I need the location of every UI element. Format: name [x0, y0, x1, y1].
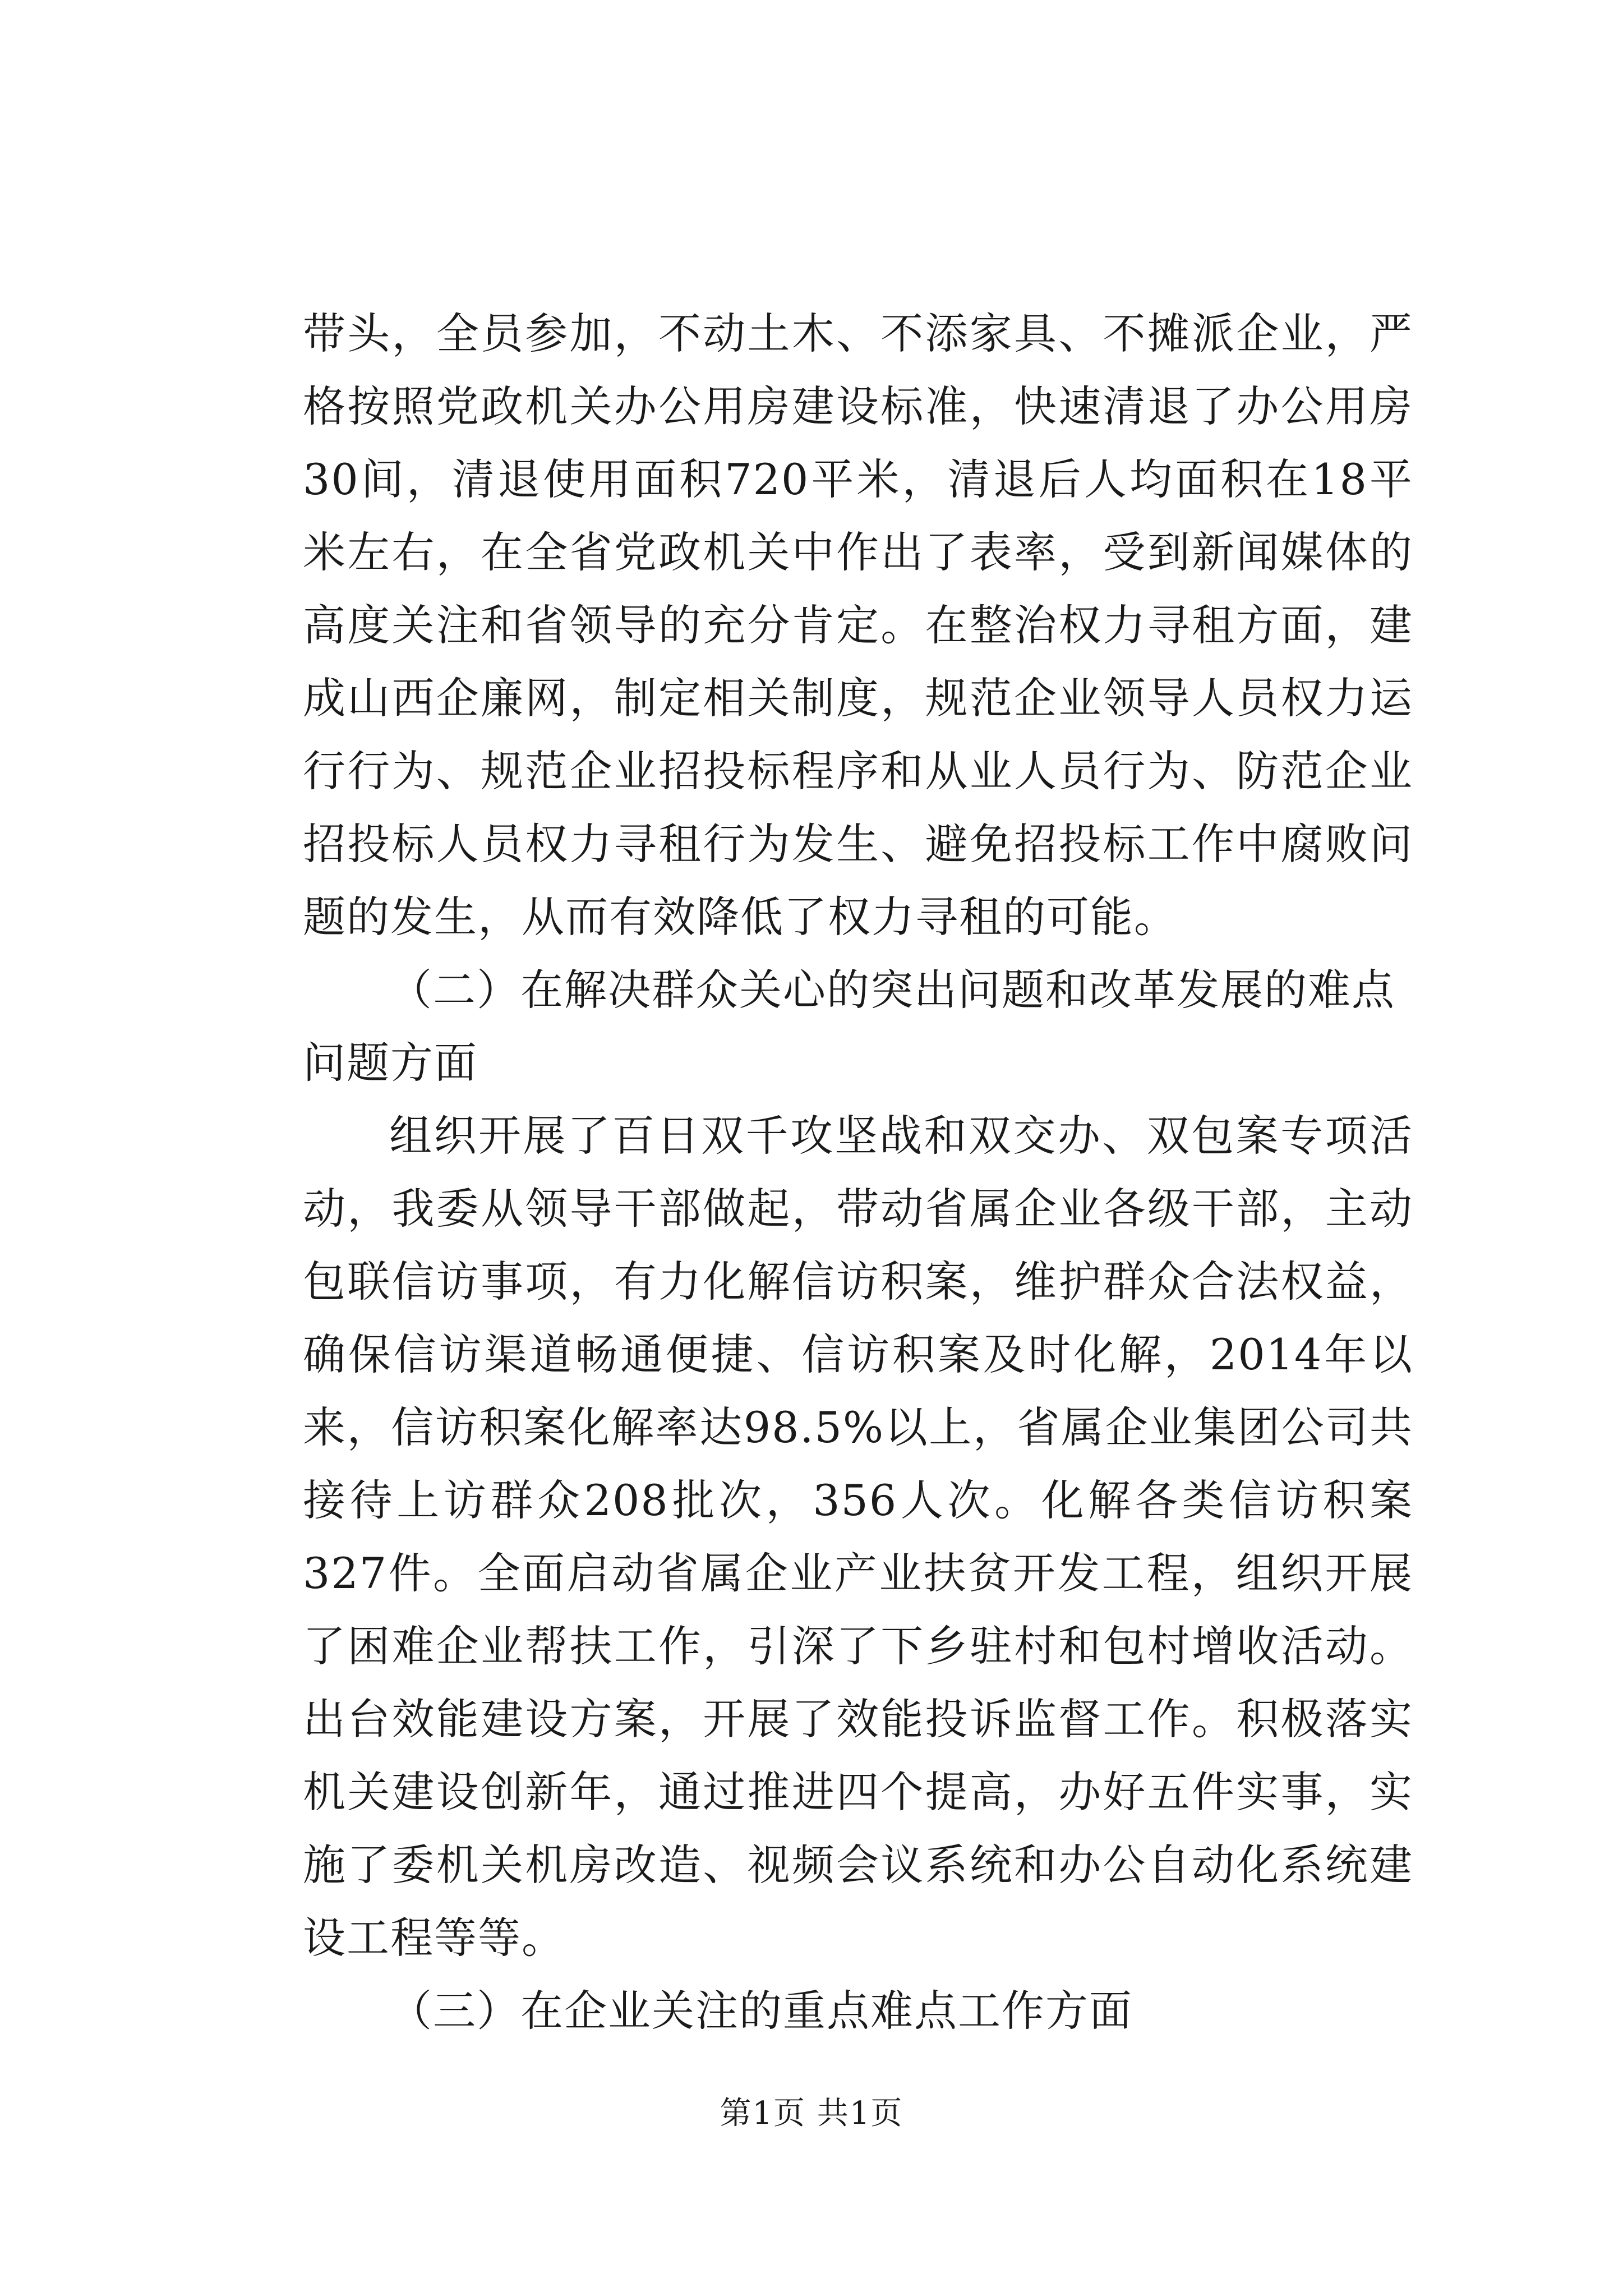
paragraph-petition-work: 组织开展了百日双千攻坚战和双交办、双包案专项活动，我委从领导干部做起，带动省属企业各级干部，主动包联信访事项，有力化解信访积案，维护群众合法权益，确保信访渠道畅通便捷、信访积案及时化解，2014年以来，信访积案化解率达98.5%以上，省属企业集团公司共接待上访群众208批次，356人次。化解各类信访积案327件。全面启动省属企业产业扶贫开发工程，组织开展了困难企业帮扶工作，引深了下乡驻村和包村增收活动。出台效能建设方案，开展了效能投诉监督工作。积极落实机关建设创新年，通过推进四个提高，办好五件实事，实施了委机关机房改造、视频会议系统和办公自动化系统建设工程等等。 [303, 1111, 1413, 1963]
paragraph-continuation: 带头，全员参加，不动土木、不添家具、不摊派企业，严格按照党政机关办公用房建设标准，快速清退了办公用房30间，清退使用面积720平米，清退后人均面积在18平米左右，在全省党政机关中作出了表率，受到新闻媒体的高度关注和省领导的充分肯定。在整治权力寻租方面，建成山西企廉网，制定相关制度，规范企业领导人员权力运行行为、规范企业招投标程序和从业人员行为、防范企业招投标人员权力寻租行为发生、避免招投标工作中腐败问题的发生，从而有效降低了权力寻租的可能。 [303, 309, 1413, 942]
section-heading-2: （二）在解决群众关心的突出问题和改革发展的难点问题方面 [303, 965, 1395, 1088]
section-heading-3: （三）在企业关注的重点难点工作方面 [389, 1986, 1133, 2036]
page-footer: 第1页 共1页 [720, 2095, 903, 2132]
document-body [303, 297, 1413, 2047]
